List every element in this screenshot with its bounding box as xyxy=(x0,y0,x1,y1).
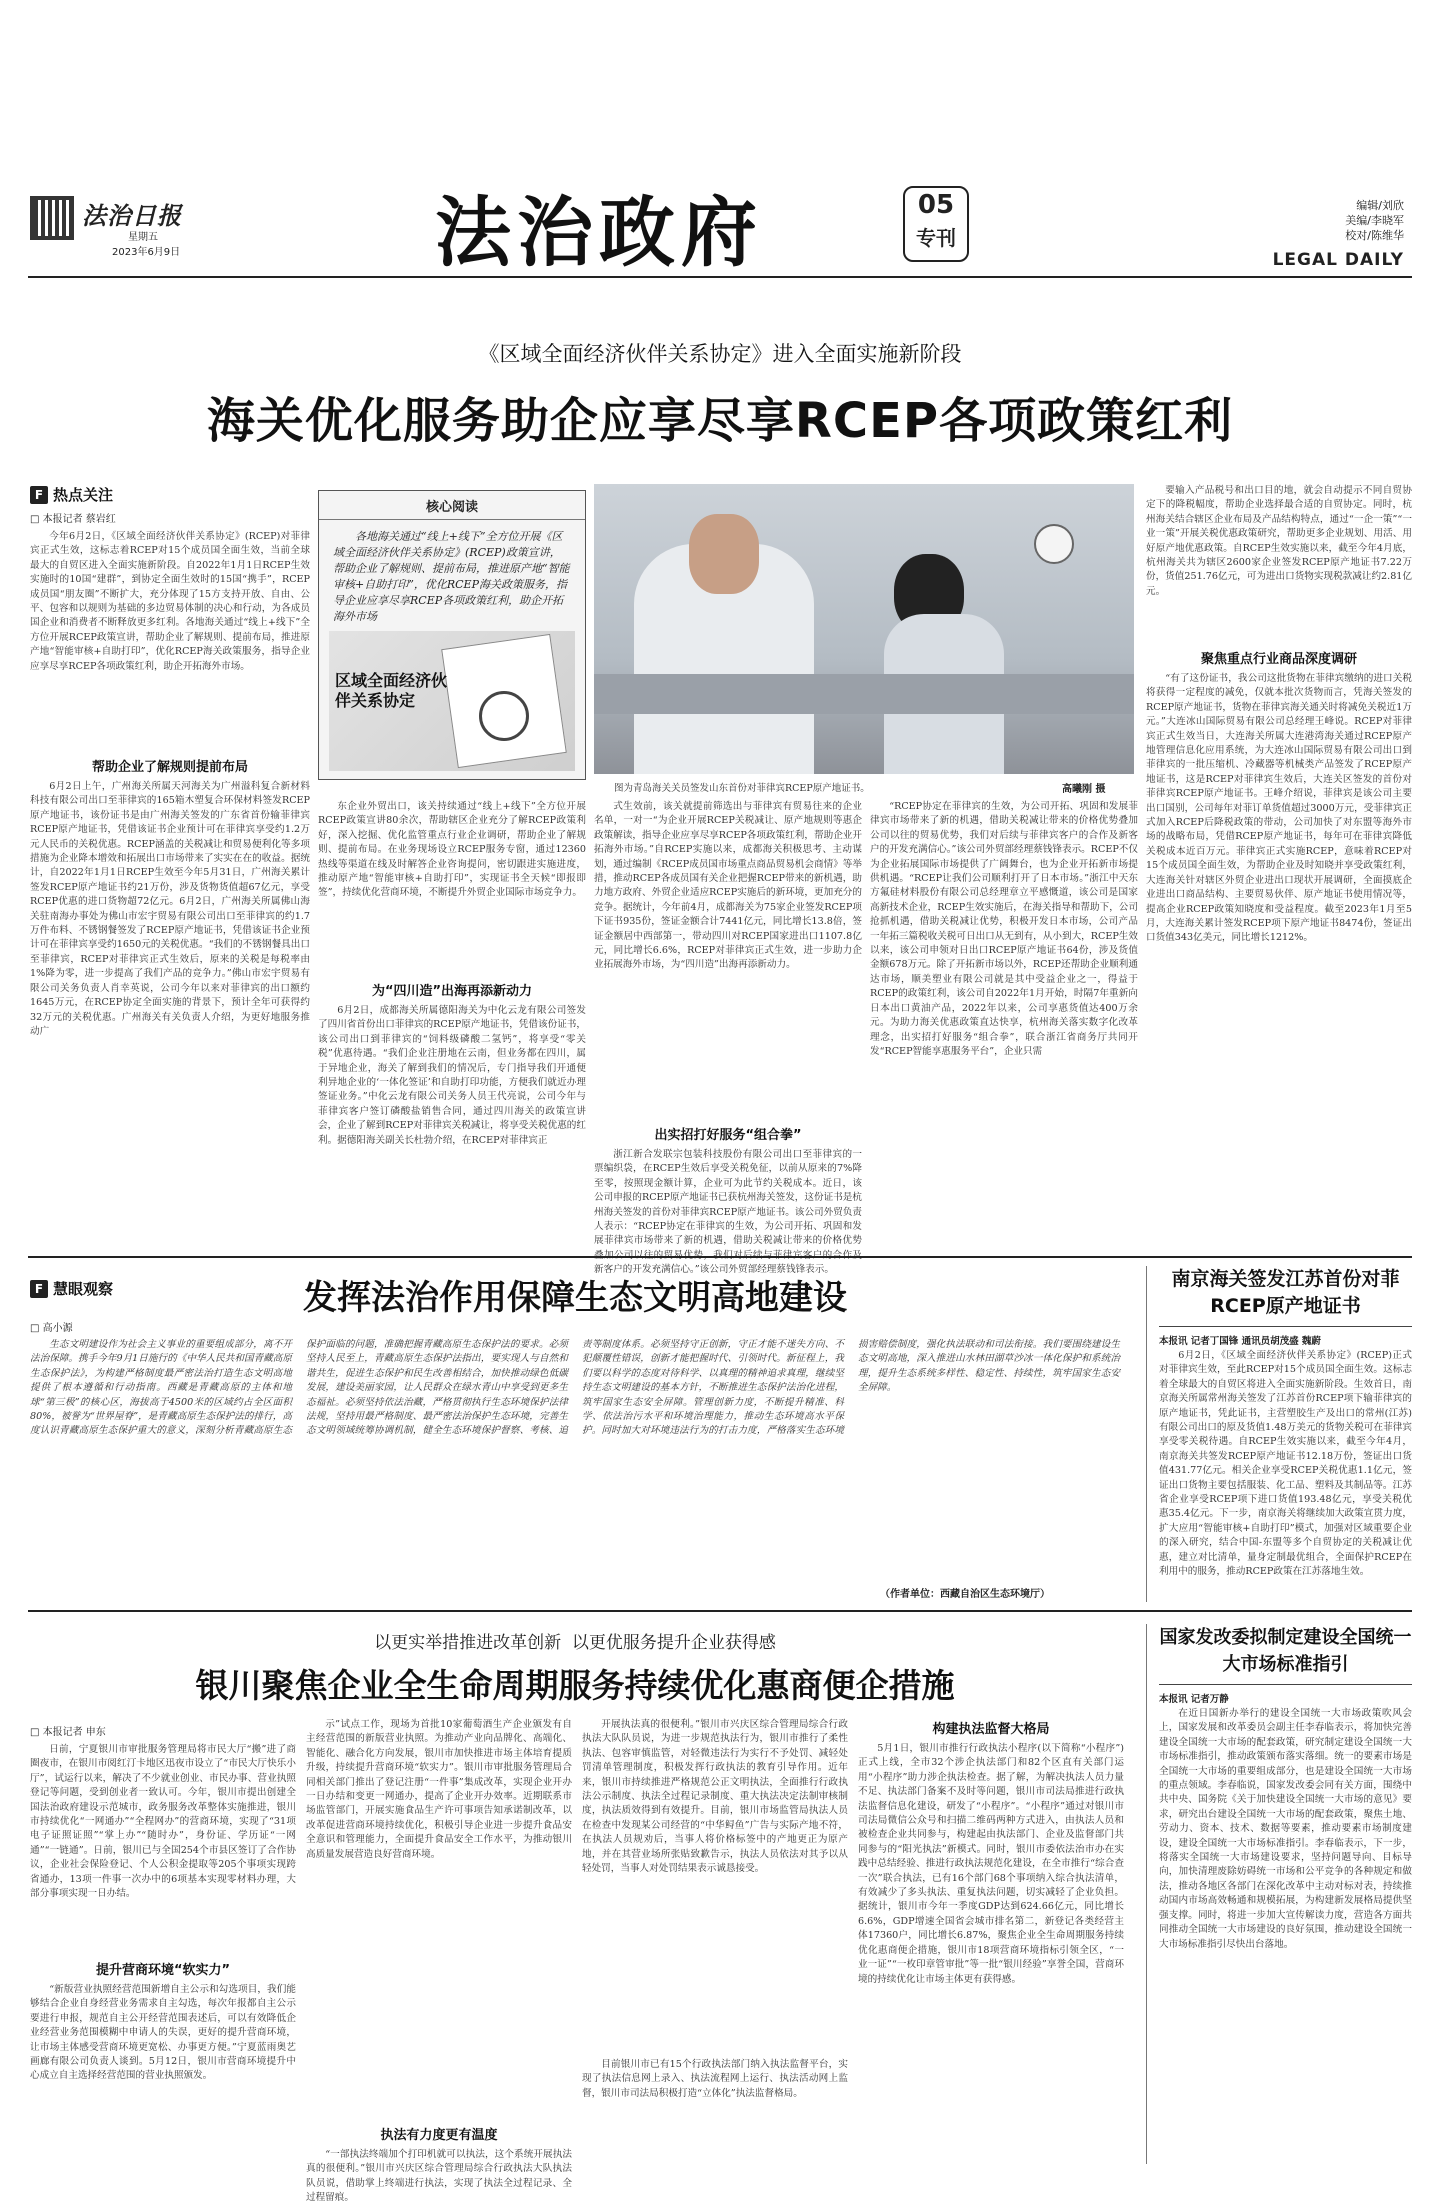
paragraph: “一部执法终端加个打印机就可以执法，这个系统开展执法真的很便利。”银川市兴庆区综合管理局综合行政执法大队执法队员说，借助掌上终端进行执法，实现了执法全过程记录、全过程留痕。 xyxy=(306,2149,572,2204)
lead-col5-text xyxy=(1146,484,1412,642)
yinchuan-subhead-1: 提升营商环境“软实力” xyxy=(95,1963,231,1978)
paragraph: 式生效前，该关就提前筛选出与菲律宾有贸易往来的企业名单，一对一“为企业开展RCEP关税减让、原产地规则等惠企政策解读，指导企业应享尽享RCEP各项政策红利，帮助企业开拓海外市场。”自RCEP实施以来，成都海关积极思考、主动谋划，通过编制《RCEP成员国市场重点商品贸易机会商情》等举措，推动RCEP各成员国有关企业把握RCEP带来的新机遇，助力地方政府、外贸企业适应RCEP实施后的新环境，更加充分的竞争。据统计，今年前4月，成都海关为75家企业签发RCEP项下证书935份，签证金额合计7441亿元，同比增长13.8倍，签证金额居中西部第一，带动四川对RCEP国家进出口1107.8亿元，同比增长6.6%，RCEP对菲律宾正式生效，进一步助力企业拓展海外市场，为“四川造”出海再添新动力。 xyxy=(594,801,862,971)
section-title: 法治政府 xyxy=(435,188,763,277)
ndrc-byline: 本报讯 记者万静 xyxy=(1159,1694,1229,1705)
photo-caption: 图为青岛海关关员签发山东首份对菲律宾RCEP原产地证书。 xyxy=(614,783,870,794)
paragraph: 开展执法真的很便利。”银川市兴庆区综合管理局综合行政执法大队队员说，为进一步规范执法行为，银川市推行了柔性执法、包容审慎监管，对轻微违法行为实行不予处罚、减轻处罚清单管理制度，积极发挥行政执法的教育引导作用。近年来，银川市持续推进严格规范公正文明执法，全面推行行政执法公示制度、执法全过程记录制度、重大执法决定法制审核制度，执法质效得到有效提升。目前，银川市场监管局执法人员在检查中发现某公司经营的“中华鲟鱼”广告与实际产地不符，在执法人员规劝后，当事人将价格标签中的产地更正为原产地，并在其营业场所张贴致歉告示，执法人员依法对其予以从轻处罚，当事人对处罚结果表示诚恳接受。 xyxy=(582,1719,848,1875)
paragraph: 在近日国新办举行的建设全国统一大市场政策吹风会上，国家发展和改革委员会副主任李春临表示，将加快完善建设全国统一大市场的配套政策，研究制定建设全国统一大市场标准指引，推动政策颁布落实落细。统一的要素市场是全国统一大市场的重要组成部分，也是建设全国统一大市场的重点领域。李春临说，国家发改委会同有关方面，围绕中共中央、国务院《关于加快建设全国统一大市场的意见》要求，研究出台建设全国统一大市场的配套政策，聚焦土地、劳动力、资本、技术、数据等要素，推动要素市场制度建设，建设全国统一大市场标准指引。李春临表示，下一步，将落实全国统一大市场建设要求，坚持问题导向、目标导向，加快清理废除妨碍统一市场和公平竞争的各种规定和做法，推动各地区各部门在深化改革中主动对标对表，持续推动国内市场高效畅通和规模拓展，为构建新发展格局提供坚强支撑。同时，将进一步加大宣传解读力度，营造各方面共同推动全国统一大市场建设的良好氛围，推动建设全国统一大市场标准指引尽快出台落地。 xyxy=(1159,1708,1412,1950)
nanjing-byline: 本报讯 记者丁国锋 通讯员胡茂盛 魏蔚 xyxy=(1159,1336,1321,1347)
core-reading-title: 核心阅读 xyxy=(319,496,585,520)
yinchuan-col3b-text xyxy=(582,2058,848,2158)
paper-name: 法治日报 xyxy=(82,201,182,230)
lead-headline: 海关优化服务助企应享尽享RCEP各项政策红利 xyxy=(206,393,1234,449)
paragraph: “新版营业执照经营范围新增自主公示和勾选项目，我们能够结合企业自身经营业务需求自主勾选，每次年报都自主公示要进行申报，规范自主公开经营范围表述后，可以有效降低企业经营业务范围模糊中申请人的失误，更好的提升营商环境，让市场主体感受营商环境更宽松、办事更方便。”宁夏蓝雨奥艺画廊有限公司负责人谈到。5月12日，银川市营商环境提升中心成立自主选择经营范围的营业执照颁发。 xyxy=(30,1984,296,2082)
paragraph: 6月2日，《区域全面经济伙伴关系协定》(RCEP)正式对菲律宾生效，至此RCEP对15个成员国全面生效。这标志着全球最大的自贸区将进入全面实施新阶段。生效首日，南京海关所属常州海关签发了江苏首份RCEP项下输菲律宾的原产地证书，凭此证书，主营塑胶生产及出口的常州(江苏)有限公司出口的原及货值1.48万美元的货物关税可在菲律宾享受零关税待遇。自RCEP生效实施以来，截至今年4月，南京海关共签发RCEP原产地证书12.18万份，签证出口货值431.77亿元。相关企业享受RCEP关税优惠1.1亿元，签证出口货物主要包括服装、化工品、塑料及其制品等。江苏省企业享受RCEP项下进口货值193.48亿元，享受关税优惠35.4亿元。下一步，南京海关将继续加大政策宣贯力度，扩大应用“智能审核+自助打印”模式，加强对区域重要企业的深入研究，结合中国-东盟等多个自贸协定的关税减让优惠，建立对比清单，量身定制最优组合，全面保护RCEP在利用中的服务，推动RCEP政策在江苏落地生效。 xyxy=(1159,1350,1412,1578)
column-tag-hot xyxy=(30,484,310,505)
paragraph: “有了这份证书，我公司这批货物在菲律宾缴纳的进口关税将获得一定程度的减免，仅就本批次货物而言，凭海关签发的RCEP原产地证书，货物在菲律宾海关通关时将减免关税近1万元。”大连冰山国际贸易有限公司总经理王峰说。RCEP对菲律宾正式生效当日，大连海关所属大连港湾海关通过RCEP原产地管理信息化应用系统，为大连冰山国际贸易有限公司出口到菲律宾的一批压缩机、冷藏器等机械类产品签发了RCEP原产地证书，这是RCEP对菲律宾生效后，大连关区签发的首份对菲律宾RCEP原产地证书。王峰介绍说，菲律宾是该公司主要出口国别，公司每年对菲订单货值超过3000万元，受菲律宾正式加入RCEP后降税政策的带动，公司加快了对东盟等海外市场的战略布局，凭借RCEP原产地证书，每年可在菲律宾降低关税成本近百万元。菲律宾正式实施RCEP，意味着RCEP对15个成员国全面生效，为帮助企业及时知晓并享受政策红利，大连海关针对辖区外贸企业进出口现状开展调研，全面摸底企业进出口商品结构、主要贸易伙伴、原产地证书使用情况等，提高企业RCEP政策知晓度和受益程度。截至2023年1月至5月，大连海关累计签发RCEP项下原产地证书8474份，签证出口货值343亿美元，同比增长1212%。 xyxy=(1146,673,1412,944)
english-name: LEGAL DAILY xyxy=(1272,250,1404,270)
qr-code-icon xyxy=(30,196,74,240)
eco-byline: □ 高小源 xyxy=(30,1323,73,1334)
eco-author-note: （作者单位：西藏自治区生态环境厅） xyxy=(880,1589,1050,1600)
paragraph: 要输入产品税号和出口目的地，就会自动提示不同自贸协定下的降税幅度，帮助企业选择最合适的自贸协定。同时，杭州海关结合辖区企业布局及产品结构特点，通过“一企一策”“一业一策”开展关税优惠政策研究，帮助更多企业规划、用活、用好原产地优惠政策。自RCEP生效实施以来，截至今年4月底，杭州海关共为辖区2600家企业签发RCEP原产地证书7.22万份，货值251.76亿元，可为进出口货物实现税款减让约2.81亿元。 xyxy=(1146,485,1412,597)
editor-credits xyxy=(1345,198,1404,243)
page-type: 专刊 xyxy=(916,226,956,250)
paragraph: 生态文明建设作为社会主义事业的重要组成部分，离不开法治保障。携手今年9月1日施行的《中华人民共和国青藏高原生态保护法》，为构建严格制度最严密法治打造生态文明高地提供了根本遵循和行动指南。西藏是青藏高原的主体和地球“第三极”的核心区，海拔高于4500米的区域约占全区面积80%，被誉为“世界屋脊”，是青藏高原生态保护法的排行，高度认识青藏高原生态保护重大的意义，深刻分析青藏高原生态保护面临的问题，准确把握青藏高原生态保护法的要求。必须坚持人民至上，青藏高原生态保护法指出，要实现人与自然和谐共生，促进生态保护和民生改善相结合，加快推动绿色低碳发展，建设美丽家园，让人民群众在绿水青山中享受到更多生态福祉。必须坚持依法治藏，严格贯彻执行生态环境保护法律法规，坚持用最严格制度、最严密法治保护生态环境，完善生态文明领域统筹协调机制，健全生态环境保护督察、考核、追责等制度体系。必须坚持守正创新，守正才能不迷失方向、不犯颠覆性错误，创新才能把握时代、引领时代。新征程上，我们要以科学的态度对待科学、以真理的精神追求真理，继续坚持生态文明建设的基本方针，不断推进生态保护法治化进程，筑牢国家生态安全屏障。管理创新力度，不断提升精准、科学、依法治污水平和环境治理能力，推动生态环境高水平保护。同时加大对环境违法行为的打击力度，严格落实生态环境损害赔偿制度，强化执法联动和司法衔接。我们要围绕建设生态文明高地，深入推进山水林田湖草沙冰一体化保护和系统治理，提升生态系统多样性、稳定性、持续性，筑牢国家生态安全屏障。 xyxy=(30,1339,1120,1437)
yinchuan-subhead-3: 构建执法监督大格局 xyxy=(932,1722,1050,1737)
photo-credit: 高曦刚 摄 xyxy=(1062,784,1106,795)
paragraph: 目前银川市已有15个行政执法部门纳入执法监督平台，实现了执法信息网上录入、执法流程网上运行、执法活动网上监督，银川市司法局积极打造“立体化”执法监督格局。 xyxy=(582,2059,848,2099)
lead-subhead-3: 出实招打好服务“组合拳” xyxy=(654,1128,802,1143)
page-badge xyxy=(903,186,969,262)
lead-col2b-text xyxy=(318,1004,586,1250)
paragraph: 东企业外贸出口，该关持续通过“线上+线下”全方位开展RCEP政策宣讲80余次，帮助辖区企业充分了解RCEP政策利好，深入挖掘、优化监管重点行业企业调研，帮助企业了解规则、提前布局。在业务现场设立RCEP服务专窗，通过12360热线等渠道在线及时解答企业咨询提问，密切跟进实施进度，推动原产地“智能审核+自助打印”，实现证书全天候“即报即签”，持续优化营商环境，不断提升外贸企业国际市场竞争力。 xyxy=(318,801,586,899)
ndrc-story xyxy=(1146,1624,1412,2164)
paragraph: 日前，宁夏银川市审批服务管理局将市民大厅“搬”进了商圈夜市，在银川市阅红汀卡地区迅夜市设立了“市民大厅快乐小厅”，试运行以来，解决了不少就业创业、市民办事、营业执照登记等问题，受到创业者一致认可。今年，银川市提出创建全国法治政府建设示范城市，政务服务改革整体实施推进，银川市持续优化“一网通办”“全程网办”的营商环境，实现了“31项电子证照证照”“掌上办”“随时办”，身份证、学历证“一网通”“一链通”。日前，银川已与全国254个市县区签订了合作协议，企业社会保险登记、个人公积金提取等205个事项实现跨省通办，13项一件事一次办中的6项基本实现零材料办理，大部分事项实现一日办结。 xyxy=(30,1744,296,1900)
ndrc-text xyxy=(1159,1707,1412,2147)
ndrc-headline: 国家发改委拟制定建设全国统一大市场标准指引 xyxy=(1159,1624,1412,1685)
core-reading-text: 各地海关通过“线上+线下”全方位开展《区域全面经济伙伴关系协定》(RCEP)政策宣讲，帮助企业了解规则、提前布局，推进原产地“智能审核+自助打印”，优化RCEP海关政策服务，指导企业应享尽享RCEP各项政策红利，助企开拓海外市场 xyxy=(333,530,570,623)
lead-col3b-text xyxy=(594,1148,862,1276)
editor: 编辑/刘欣 xyxy=(1356,199,1404,212)
lead-subhead-2: 为“四川造”出海再添新动力 xyxy=(371,984,533,999)
nanjing-text xyxy=(1159,1349,1412,1579)
lead-subhead-4: 聚焦重点行业商品深度调研 xyxy=(1200,652,1357,667)
lead-col4-text xyxy=(870,800,1138,1248)
column-name: 热点关注 xyxy=(53,486,114,504)
weekday: 星期五 xyxy=(128,232,158,243)
column-logo-icon: F xyxy=(30,1280,48,1298)
masthead xyxy=(0,0,1440,280)
lead-col2-text xyxy=(318,800,586,974)
paragraph: “RCEP协定在菲律宾的生效，为公司开拓、巩固和发展菲律宾市场带来了新的机遇，借助关税减让带来的价格优势叠加公司以往的贸易优势，我们对后续与菲律宾客户的合作及新客户的开发充满信心。”该公司外贸部经理蔡钱锋表示。RCEP不仅为企业拓展国际市场提供了广阔舞台，也为企业开拓新市场提供机遇。“RCEP让我们公司顺利打开了日本市场。”浙江中天东方氟硅材料股份有限公司总经理章立平感慨道，该公司是国家高新技术企业，RCEP生效实施后，在海关指导和帮助下，公司抢抓机遇，借助关税减让优势，积极开发日本市场，公司产品一年拓三篇税收关税可日出口从无到有，从小到大，RCEP生效以来，该公司申领对日出口RCEP原产地证书64份，涉及货值金额678万元。除了开拓新市场以外，RCEP还帮助企业顺利通达市场，顺美塑业有限公司就是其中受益企业之一，得益于RCEP的政策红利，该公司自2022年1月开始，时隔7年重新向日本出口黄油产品，2022年以来，公司享惠货值达400万余元。为助力海关优惠政策直达快享，杭州海关落实数字化改革理念，出实招打好服务“组合拳”，联合浙江省商务厅共同开发“RCEP智能享惠服务平台”，企业只需 xyxy=(870,801,1138,1057)
yinchuan-col1b-text xyxy=(30,1983,296,2161)
yinchuan-col2-text xyxy=(306,1718,572,2118)
page-number: 05 xyxy=(917,190,955,220)
rcep-illustration xyxy=(329,631,575,771)
lead-subhead-1: 帮助企业了解规则提前布局 xyxy=(91,760,248,775)
lead-col1-text xyxy=(30,530,310,750)
art-editor: 美编/李晓军 xyxy=(1345,214,1404,227)
eco-article-text xyxy=(30,1338,1120,1580)
illustration-label: 区域全面经济伙伴关系协定 xyxy=(335,671,448,710)
proofreader: 校对/陈维华 xyxy=(1345,229,1404,242)
column-name: 慧眼观察 xyxy=(53,1280,114,1298)
issue-date: 2023年6月9日 xyxy=(112,247,181,258)
yinchuan-subhead-2: 执法有力度更有温度 xyxy=(380,2128,498,2143)
lead-byline: □ 本报记者 蔡岩红 xyxy=(30,514,116,525)
yinchuan-col1-text xyxy=(30,1743,296,1953)
paragraph: 5月1日，银川市推行行政执法小程序(以下简称“小程序”)正式上线，全市32个涉企执法部门和82个区直有关部门运用“小程序”助力涉企执法检查。据了解，为解决执法人员力量不足、执法部门备案不及时等问题，银川市司法局推进行政执法监督信息化建设，研发了“小程序”。“小程序”通过对银川市司法局微信公众号和扫描二维码两种方式进入，由执法人员和被检查企业共同参与，构建起由执法部门、企业及监督部门共同参与的“阳光执法”新模式。同时，银川市委依法治市办在实践中总结经验、推进行政执法规范化建设，在全市推行“综合查一次”联合执法，已有16个部门68个事项纳入综合执法清单，有效减少了多头执法、重复执法问题，切实减轻了企业负担。据统计，银川市今年一季度GDP达到624.66亿元，同比增长6.6%，GDP增速全国省会城市排名第二，新登记各类经营主体17360户，同比增长6.87%，聚焦企业全生命周期服务持续优化惠商便企措施，银川市18项营商环境指标引领全区，“一业一证”“一枚印章管审批”等一批“银川经验”享誉全国，营商环境的持续优化让市场主体更有获得感。 xyxy=(858,1743,1124,1985)
lead-col3-text xyxy=(594,800,862,1118)
yinchuan-headline: 银川聚焦企业全生命周期服务持续优化惠商便企措施 xyxy=(195,1666,955,1705)
column-logo-icon: F xyxy=(30,486,48,504)
yinchuan-kicker: 以更实举措推进改革创新 以更优服务提升企业获得感 xyxy=(374,1633,776,1653)
paragraph: 6月2日，成都海关所属德阳海关为中化云龙有限公司签发了四川省首份出口菲律宾的RCEP原产地证书，凭借该份证书，该公司出口到菲律宾的“饲料级磷酸二氢钙”，将享受“零关税”优惠待遇。“我们企业注册地在云南，但业务都在四川，属于异地企业，海关了解到我们的情况后，专门指导我们开通便利异地企业的‘一体化签证’和自助打印功能，方便我们就近办理签证业务。”中化云龙有限公司关务人员王代亮说，公司今年与菲律宾客户签订磷酸盐销售合同，通过四川海关的政策宣讲会，企业了解到RCEP对菲律宾关税减让，将享受关税优惠的红利。据德阳海关副关长杜勃介绍，在RCEP对菲律宾正 xyxy=(318,1005,586,1146)
yinchuan-col2b-text xyxy=(306,2148,572,2204)
lead-kicker: 《区域全面经济伙伴关系协定》进入全面实施新阶段 xyxy=(478,342,962,366)
paragraph: 6月2日上午，广州海关所属天河海关为广州溢科复合新材料科技有限公司出口至菲律宾的165箱木塑复合环保材料签发RCEP原产地证书，该份证书是由广州海关签发的广东省首份输菲律宾RCEP原产地证书，凭借该证书企业预计可在菲律宾享受约1.2万元人民币的关税优惠。RCEP涵盖的关税减让和贸易便利化等多项措施为企业降本增效和拓展出口市场带来了实实在在的收益。据统计，自2022年1月1日RCEP生效至今年5月31日，广州海关累计签发RCEP原产地证书约21万份，涉及货物货值超67亿元，享受RCEP优惠的进口货物超72亿元。6月2日，广州海关所属佛山海关驻南海办事处为佛山市宏宇贸易有限公司出口至菲律宾的约1.7万件布料、不锈钢餐签发了RCEP原产地证书，凭借该证书企业预计可在菲律宾享受约1650元的关税优惠。“我们的不锈钢餐具出口至菲律宾，RCEP对菲律宾正式生效后，原来的关税是每税率由1%降为零，进一步提高了我们产品的竞争力。”佛山市宏宇贸易有限公司关务负责人肖幸英说，公司今年以来对菲律宾的出口额约1645万元，在RCEP协定全面实施的背景下，预计全年可获得约32万元的关税优惠。广州海关有关负责人介绍，为更好地服务推动广 xyxy=(30,781,310,1037)
paragraph: 示”试点工作，现场为首批10家葡萄酒生产企业颁发有自主经营范围的新版营业执照。为推动产业向品牌化、高端化、智能化、融合化方向发展，银川市加快推进市场主体培育提质升级，持续提升营商环境“软实力”。银川市审批服务管理局合同相关部门推出了登记注册“一件事”集成改革，实现企业开办一日办结和变更一网通办，提高了企业开办效率。近期联系市场监管部门，开展实施食品生产许可事项告知承诺制改革，以改革促进营商环境持续优化，积极引导企业进一步提升食品安全意识和管理能力，全面提升食品安全工作水平，为推动银川高质量发展营造良好营商环境。 xyxy=(306,1719,572,1860)
yinchuan-col4-text xyxy=(858,1742,1124,2172)
paragraph: 今年6月2日，《区域全面经济伙伴关系协定》(RCEP)对菲律宾正式生效，这标志着RCEP对15个成员国全面生效，当前全球最大的自贸区进入全面实施新阶段。自2022年1月1日RCEP生效实施时的10国“建群”，到协定全面生效时的15国“携手”，RCEP成员国“朋友圈”不断扩大，充分体现了15方支持开放、自由、公平、包容和以规则为基础的多边贸易体制的决心和行动，为各成员国企业和消费者不断释放更多红利。各地海关通过“线上+线下”全方位开展RCEP政策宣讲，帮助企业了解规则、提前布局，推进原产地“智能审核+自助打印”，优化RCEP海关政策服务，指导企业应享尽享RCEP各项政策红利，助企开拓海外市场。 xyxy=(30,531,310,672)
nanjing-headline: 南京海关签发江苏首份对菲RCEP原产地证书 xyxy=(1159,1266,1412,1327)
lead-col1b-text xyxy=(30,780,310,1238)
customs-officer-photo xyxy=(594,484,1134,774)
lead-col5b-text xyxy=(1146,672,1412,1224)
yinchuan-byline: □ 本报记者 申东 xyxy=(30,1727,106,1738)
yinchuan-col3-text xyxy=(582,1718,848,2058)
paragraph: 浙江新合发联宗包装科技股份有限公司出口至菲律宾的一票编织袋，在RCEP生效后享受关税免征，以前从原来的7%降至零，按照现金额计算，企业可为此节约关税成本。近日，该公司申报的RCEP原产地证书已获杭州海关签发，这份证书是杭州海关签发的首份对菲律宾RCEP原产地证书。该公司外贸负责人表示：“RCEP协定在菲律宾的生效，为公司开拓、巩固和发展菲律宾市场带来了新的机遇，借助关税减让带来的价格优势叠加公司以往的贸易优势，我们对后续与菲律宾客户的合作及新客户的开发充满信心。”该公司外贸部经理蔡钱锋表示。 xyxy=(594,1149,862,1276)
eco-headline: 发挥法治作用保障生态文明高地建设 xyxy=(303,1278,847,1318)
core-reading-box xyxy=(318,490,586,780)
nanjing-story xyxy=(1146,1266,1412,1602)
